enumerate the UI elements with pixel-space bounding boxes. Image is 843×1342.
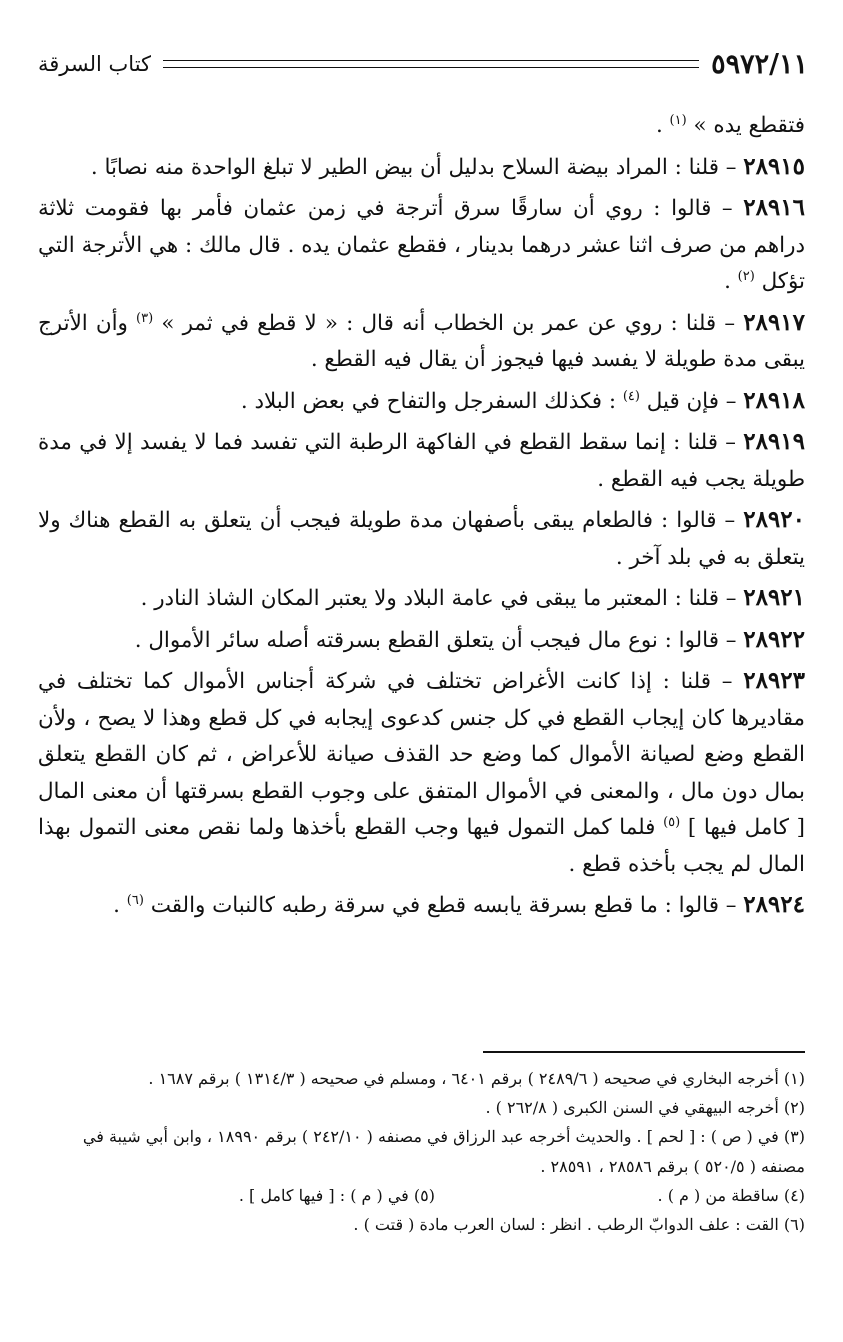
- paragraph: ٢٨٩١٥ – قلنا : المراد بيضة السلاح بدليل أن بيض الطير لا تبلغ الواحدة منه نصابًا .: [90, 152, 805, 180]
- footnote-separator: [483, 1051, 805, 1053]
- footnote-ref: (٥): [663, 814, 681, 830]
- paragraph: ٢٨٩١٧ – قلنا : روي عن عمر بن الخطاب أنه قال : « لا قطع في ثمر » $^{(٣)}$ وأن الأترج يبقى مدة طويلة لا يفسد فيها فيجوز أن يقال فيه القطع .: [38, 308, 805, 372]
- footnote-row: [38, 1181, 805, 1210]
- paragraph: ٢٨٩١٩ – قلنا : إنما سقط القطع في الفاكهة الرطبة التي تفسد فما لا يفسد إلا في مدة طويلة يجب فيه القطع .: [38, 428, 805, 492]
- paragraph-number: ٢٨٩٢١: [743, 584, 805, 611]
- paragraph-number: ٢٨٩١٥: [743, 152, 805, 180]
- paragraph: ٢٨٩٢٣ – قلنا : إذا كانت الأغراض تختلف في شركة أجناس الأموال كما تختلف في مقاديرها كان إيجاب القطع في كل جنس كدعوى إيجابه في كل قطع وهذا لا يصح ، ولأن القطع وضع لصيانة الأموال كما وضع حد القذف صيانة للأعراض ، ثم كان القطع يتعلق بمال دون مال ، والمعنى في الأموال المتفق على وجوب القطع بسرقتها أن معنى المال [ كامل فيها ] $^{(٥)}$ فلما كمل التمول فيها وجب القطع بأخذها ولما نقص معنى التمول بهذا المال لم يجب بأخذه قطع .: [38, 667, 805, 877]
- paragraph: ٢٨٩١٨ – فإن قيل $^{(٤)}$ : فكذلك السفرجل والتفاح في بعض البلاد .: [240, 386, 805, 414]
- footnote: (٥) في ( م ) : [ فيها كامل ] .: [238, 1185, 435, 1205]
- paragraph: ٢٨٩٢٢ – قالوا : نوع مال فيجب أن يتعلق القطع بسرقته أصله سائر الأموال .: [134, 625, 805, 653]
- footnote-ref: (٤): [622, 388, 640, 404]
- paragraph: ٢٨٩١٦ – قالوا : روي أن سارقًا سرق أترجة في زمن عثمان فأمر بها فقومت ثلاثة دراهم من صرف اثنا عشر درهما بدينار ، فقطع عثمان يده . قال مالك : هي الأترجة التي تؤكل $^{(٢)}$ .: [38, 194, 805, 294]
- paragraph-number: ٢٨٩١٩: [743, 428, 805, 455]
- footnote: (١) أخرجه البخاري في صحيحه ( ٢٤٨٩/٦ ) برقم ٦٤٠١ ، ومسلم في صحيحه ( ١٣١٤/٣ ) برقم ١٦٨٧ .: [148, 1069, 805, 1088]
- paragraph-number: ٢٨٩٢٠: [743, 506, 805, 533]
- footnotes: [38, 1064, 805, 1239]
- header-double-rule: [163, 60, 699, 68]
- paragraph-number: ٢٨٩٢٤: [743, 891, 805, 918]
- paragraph-number: ٢٨٩٢٣: [743, 667, 805, 694]
- footnote-ref: (٣): [136, 310, 154, 326]
- page-header: [38, 44, 808, 84]
- paragraph-number: ٢٨٩٢٢: [743, 625, 805, 653]
- footnote: (٢) أخرجه البيهقي في السنن الكبرى ( ٢٦٢/٨ ) .: [485, 1098, 805, 1118]
- paragraph: ٢٨٩٢٠ – قالوا : فالطعام يبقى بأصفهان مدة طويلة فيجب أن يتعلق به القطع هناك ولا يتعلق به في بلد آخر .: [38, 506, 805, 570]
- paragraph-number: ٢٨٩١٦: [743, 194, 805, 221]
- footnote-ref: (٢): [737, 268, 755, 284]
- book-title: كتاب السرقة: [38, 52, 152, 76]
- paragraph-number: ٢٨٩١٨: [743, 386, 805, 414]
- footnote-ref: (٦): [126, 892, 144, 908]
- footnote: (٦) القت : علف الدوابّ الرطب . انظر : لسان العرب مادة ( قتت ) .: [353, 1215, 805, 1235]
- paragraph: فتقطع يده » $^{(١)}$ .: [655, 112, 805, 138]
- footnote-ref: (١): [669, 112, 687, 128]
- main-text: [38, 108, 805, 925]
- paragraph-number: ٢٨٩١٧: [743, 308, 805, 336]
- paragraph: ٢٨٩٢٤ – قالوا : ما قطع بسرقة يابسه قطع في سرقة رطبه كالنبات والقت $^{(٦)}$ .: [113, 891, 805, 918]
- page-number: ٥٩٧٢/١١: [711, 48, 808, 80]
- footnote: (٣) في ( ص ) : [ لحم ] . والحديث أخرجه عبد الرزاق في مصنفه ( ٢٤٢/١٠ ) برقم ١٨٩٩٠ ، وابن أبي شيبة في مصنفه ( ٥٢٠/٥ ) برقم ٢٨٥٨٦ ، ٢٨٥٩١ .: [82, 1127, 805, 1176]
- paragraph: ٢٨٩٢١ – قلنا : المعتبر ما يبقى في عامة البلاد ولا يعتبر المكان الشاذ النادر .: [140, 584, 805, 611]
- footnote: (٤) ساقطة من ( م ) .: [657, 1185, 805, 1205]
